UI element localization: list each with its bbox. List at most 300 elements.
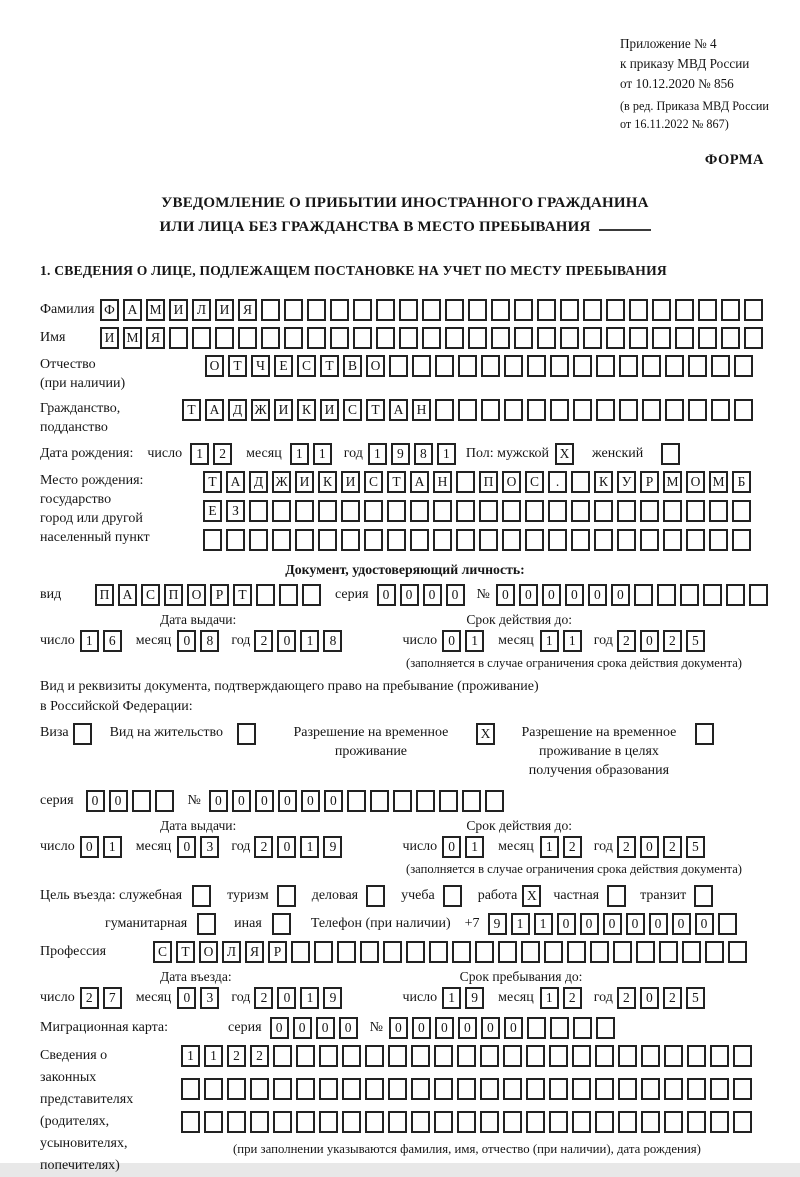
form-cell: 1 <box>437 443 456 465</box>
form-word: ФОРМА <box>704 151 764 168</box>
form-cell: И <box>100 327 119 349</box>
form-cell: И <box>295 471 314 493</box>
form-cell <box>652 327 671 349</box>
purpose-transit-checkbox <box>694 885 717 907</box>
form-cell <box>659 941 678 963</box>
form-cell <box>596 399 615 421</box>
form-cell: Я <box>245 941 264 963</box>
form-cell <box>618 1045 637 1067</box>
id-doc-type-label: вид <box>40 587 62 603</box>
form-cell: 0 <box>496 584 515 606</box>
birth-month-cells <box>290 443 336 465</box>
form-cell <box>479 500 498 522</box>
form-cell <box>629 327 648 349</box>
form-cell: Е <box>203 500 222 522</box>
form-cell: 0 <box>640 987 659 1009</box>
form-cell: П <box>164 584 183 606</box>
year-word: год <box>593 633 613 649</box>
form-cell <box>619 355 638 377</box>
form-cell <box>452 941 471 963</box>
form-cell <box>388 1045 407 1067</box>
form-cell: Л <box>192 299 211 321</box>
form-cell <box>617 529 636 551</box>
form-cell: 1 <box>300 836 319 858</box>
form-cell <box>652 299 671 321</box>
form-cell <box>606 299 625 321</box>
stay-doc-series-row <box>40 790 770 812</box>
form-cell <box>155 790 174 812</box>
form-cell: 0 <box>640 630 659 652</box>
name-label: Имя <box>40 330 66 346</box>
form-cell <box>296 1045 315 1067</box>
guardians-label-line: усыновителях, <box>40 1135 128 1151</box>
form-cell: С <box>364 471 383 493</box>
form-cell: К <box>594 471 613 493</box>
form-cell: А <box>118 584 137 606</box>
form-cell <box>422 327 441 349</box>
form-cell: 1 <box>80 630 99 652</box>
form-cell <box>295 529 314 551</box>
form-cell <box>365 1045 384 1067</box>
form-cell <box>360 941 379 963</box>
id-expiry-month-cells <box>540 630 586 652</box>
form-cell: Т <box>182 399 201 421</box>
form-cell <box>456 529 475 551</box>
form-cell <box>388 1078 407 1100</box>
form-cell <box>342 1045 361 1067</box>
form-cell <box>640 500 659 522</box>
stay-issue-month-cells <box>177 836 223 858</box>
form-cell <box>733 1111 752 1133</box>
form-cell: Р <box>640 471 659 493</box>
form-cell: 0 <box>626 913 645 935</box>
form-cell <box>641 1078 660 1100</box>
birth-place-rows <box>203 471 770 556</box>
form-cell <box>445 327 464 349</box>
birth-place-label-line3: город или другой <box>40 510 143 526</box>
form-cell <box>641 1045 660 1067</box>
appendix-line: (в ред. Приказа МВД России <box>620 99 769 114</box>
form-cell: 0 <box>611 584 630 606</box>
form-cell <box>663 500 682 522</box>
form-cell: 1 <box>103 836 122 858</box>
form-cell <box>491 327 510 349</box>
day-word: число <box>402 633 438 649</box>
appendix-note <box>620 34 770 134</box>
form-cell <box>411 1045 430 1067</box>
form-cell <box>411 1078 430 1100</box>
migration-card-label: Миграционная карта: <box>40 1020 169 1036</box>
surname-cells <box>100 299 767 321</box>
form-cell <box>307 327 326 349</box>
form-cell <box>169 327 188 349</box>
form-cell: К <box>318 471 337 493</box>
form-cell: 1 <box>290 443 309 465</box>
form-cell: М <box>146 299 165 321</box>
form-title <box>40 191 770 239</box>
stay-doc-series-cells <box>86 790 178 812</box>
form-cell: С <box>343 399 362 421</box>
patronymic-row <box>40 355 770 393</box>
form-cell <box>445 299 464 321</box>
form-cell <box>527 1017 546 1039</box>
form-cell: 0 <box>446 584 465 606</box>
form-cell <box>434 1111 453 1133</box>
purpose-transit-label: транзит <box>640 888 687 904</box>
form-cell: К <box>297 399 316 421</box>
birth-place-label-line1: Место рождения: <box>40 472 144 488</box>
form-cell <box>364 529 383 551</box>
id-doc-note: (заполняется в случае ограничения срока действия документа) <box>406 655 742 670</box>
form-cell <box>307 299 326 321</box>
form-cell <box>272 913 291 935</box>
form-cell: 0 <box>565 584 584 606</box>
form-cell: С <box>525 471 544 493</box>
appendix-line: от 10.12.2020 № 856 <box>620 75 734 91</box>
form-cell <box>261 327 280 349</box>
form-cell <box>548 529 567 551</box>
form-cell: X <box>555 443 574 465</box>
form-cell <box>595 1078 614 1100</box>
form-cell <box>319 1111 338 1133</box>
form-cell: 0 <box>389 1017 408 1039</box>
form-cell: В <box>343 355 362 377</box>
form-cell <box>710 1111 729 1133</box>
form-cell <box>550 399 569 421</box>
form-cell: 0 <box>293 1017 312 1039</box>
form-cell: 2 <box>254 630 273 652</box>
form-cell: А <box>389 399 408 421</box>
form-cell <box>422 299 441 321</box>
form-cell: 0 <box>672 913 691 935</box>
form-cell <box>744 299 763 321</box>
form-cell <box>572 1111 591 1133</box>
entry-date-labels <box>40 969 770 985</box>
form-cell <box>249 529 268 551</box>
form-cell <box>434 1045 453 1067</box>
purpose-row <box>40 885 770 907</box>
stay-doc-dates-row <box>40 836 770 858</box>
form-cell <box>227 1111 246 1133</box>
form-cell <box>732 529 751 551</box>
form-cell <box>393 790 412 812</box>
form-cell <box>525 529 544 551</box>
birth-date-label: Дата рождения: <box>40 446 134 462</box>
form-cell <box>709 500 728 522</box>
birth-place-label-line2: государство <box>40 491 112 507</box>
form-cell <box>521 941 540 963</box>
sex-female-checkbox <box>661 443 684 465</box>
form-cell: 9 <box>323 987 342 1009</box>
purpose-humanitarian-checkbox <box>197 913 220 935</box>
form-cell: 9 <box>488 913 507 935</box>
id-issue-month-cells <box>177 630 223 652</box>
form-cell <box>642 399 661 421</box>
form-cell <box>376 327 395 349</box>
year-word: год <box>231 633 251 649</box>
form-cell <box>733 1078 752 1100</box>
form-cell <box>272 529 291 551</box>
form-title-line2: ИЛИ ЛИЦА БЕЗ ГРАЖДАНСТВА В МЕСТО ПРЕБЫВАНИЯ <box>40 215 770 239</box>
appendix-line: Приложение № 4 <box>620 36 717 51</box>
form-cell <box>485 790 504 812</box>
form-cell: 0 <box>423 584 442 606</box>
form-cell: М <box>709 471 728 493</box>
form-cell <box>734 355 753 377</box>
form-cell: 0 <box>277 987 296 1009</box>
form-cell: О <box>686 471 705 493</box>
form-cell: Ф <box>100 299 119 321</box>
form-cell <box>596 355 615 377</box>
entry-date-label: Дата въезда: <box>160 968 232 984</box>
guardians-label-line: (родителях, <box>40 1113 110 1129</box>
guardians-cells-row1 <box>181 1045 756 1067</box>
migration-card-row <box>40 1017 770 1039</box>
form-cell: 0 <box>504 1017 523 1039</box>
form-cell: Т <box>387 471 406 493</box>
form-cell: 0 <box>255 790 274 812</box>
form-cell: 7 <box>103 987 122 1009</box>
form-cell <box>279 584 298 606</box>
form-cell <box>703 584 722 606</box>
stay-doc-issue-label: Дата выдачи: <box>160 817 237 833</box>
form-cell: З <box>226 500 245 522</box>
form-cell: О <box>187 584 206 606</box>
form-cell <box>549 1078 568 1100</box>
sex-female-label: женский <box>592 446 644 462</box>
form-cell <box>388 1111 407 1133</box>
study-permit-label: Разрешение на временное проживание в целях получения образования <box>521 724 677 778</box>
form-cell: 0 <box>400 584 419 606</box>
form-cell <box>457 1045 476 1067</box>
surname-label: Фамилия <box>40 302 95 318</box>
stay-expiry-year-cells <box>617 836 709 858</box>
form-cell: 0 <box>177 836 196 858</box>
study-permit-checkbox <box>695 723 718 745</box>
form-cell: У <box>617 471 636 493</box>
residence-permit-label: Вид на жительство <box>109 724 223 740</box>
form-cell: 0 <box>301 790 320 812</box>
section1-heading: 1. СВЕДЕНИЯ О ЛИЦЕ, ПОДЛЕЖАЩЕМ ПОСТАНОВКЕ НА УЧЕТ ПО МЕСТУ ПРЕБЫВАНИЯ <box>40 262 667 278</box>
name-cells <box>100 327 767 349</box>
form-cell <box>698 327 717 349</box>
form-cell: 1 <box>300 630 319 652</box>
form-cell <box>295 500 314 522</box>
form-cell <box>319 1078 338 1100</box>
guardians-label-line: Сведения о <box>40 1047 108 1063</box>
birth-place-block <box>40 471 770 556</box>
form-cell: 0 <box>442 630 461 652</box>
form-cell <box>687 1078 706 1100</box>
form-cell: 3 <box>200 836 219 858</box>
form-cell <box>204 1111 223 1133</box>
form-cell: 0 <box>177 987 196 1009</box>
form-cell: Я <box>238 299 257 321</box>
form-cell <box>695 723 714 745</box>
id-doc-date-labels <box>40 612 770 628</box>
form-cell <box>481 399 500 421</box>
form-cell: Р <box>210 584 229 606</box>
form-cell <box>548 500 567 522</box>
form-cell: 1 <box>540 836 559 858</box>
form-cell <box>389 355 408 377</box>
sex-male-label: Пол: мужской <box>465 446 550 462</box>
form-cell <box>711 355 730 377</box>
form-cell <box>412 355 431 377</box>
form-cell <box>567 941 586 963</box>
sex-male-checkbox <box>555 443 578 465</box>
stay-doc-number-cells <box>209 790 508 812</box>
surname-row <box>40 299 770 321</box>
form-cell: А <box>205 399 224 421</box>
number-word: № <box>369 1020 383 1036</box>
birth-place-cells-row2 <box>203 500 755 522</box>
form-cell: 1 <box>442 987 461 1009</box>
stay-until-label: Срок пребывания до: <box>459 968 583 984</box>
form-cell <box>383 941 402 963</box>
form-cell <box>502 529 521 551</box>
form-cell <box>272 500 291 522</box>
stay-issue-day-cells <box>80 836 126 858</box>
form-cell <box>273 1045 292 1067</box>
form-cell: 0 <box>209 790 228 812</box>
form-cell <box>284 327 303 349</box>
form-cell: 2 <box>663 987 682 1009</box>
form-cell: 8 <box>200 630 219 652</box>
form-cell <box>204 1078 223 1100</box>
form-cell: 2 <box>254 987 273 1009</box>
form-cell: 1 <box>181 1045 200 1067</box>
birth-place-label-line4: населенный пункт <box>40 529 150 545</box>
year-word: год <box>343 446 363 462</box>
citizenship-label-line1: Гражданство, <box>40 400 121 416</box>
form-cell <box>132 790 151 812</box>
form-cell: Е <box>274 355 293 377</box>
form-cell: 1 <box>300 987 319 1009</box>
form-cell: 2 <box>250 1045 269 1067</box>
form-cell: 0 <box>80 836 99 858</box>
form-cell <box>711 399 730 421</box>
form-cell: А <box>226 471 245 493</box>
form-cell: С <box>153 941 172 963</box>
form-cell <box>657 584 676 606</box>
form-cell: И <box>215 299 234 321</box>
form-cell <box>636 941 655 963</box>
form-cell <box>458 399 477 421</box>
title-blank-line <box>599 216 651 231</box>
year-word: год <box>231 990 251 1006</box>
form-cell: 1 <box>534 913 553 935</box>
form-cell: 1 <box>190 443 209 465</box>
visa-label: Виза <box>40 724 69 740</box>
form-cell <box>686 529 705 551</box>
form-cell <box>525 500 544 522</box>
citizenship-row <box>40 399 770 437</box>
guardians-rows <box>181 1045 770 1157</box>
form-cell <box>618 1078 637 1100</box>
purpose-row2-phone <box>40 913 770 935</box>
month-word: месяц <box>135 990 172 1006</box>
citizenship-label-line2: подданство <box>40 419 108 435</box>
form-cell <box>330 299 349 321</box>
form-cell <box>342 1078 361 1100</box>
form-cell: О <box>366 355 385 377</box>
form-cell: X <box>522 885 541 907</box>
form-cell <box>560 327 579 349</box>
guardians-label-line: попечителях) <box>40 1157 120 1173</box>
purpose-study-checkbox <box>443 885 466 907</box>
stay-expiry-month-cells <box>540 836 586 858</box>
form-cell: Д <box>228 399 247 421</box>
form-cell: 2 <box>80 987 99 1009</box>
form-cell <box>661 443 680 465</box>
section1-body <box>40 299 770 1177</box>
form-cell <box>318 500 337 522</box>
form-cell <box>215 327 234 349</box>
form-cell: И <box>274 399 293 421</box>
form-cell <box>590 941 609 963</box>
phone-prefix: +7 <box>464 916 480 932</box>
form-cell <box>296 1111 315 1133</box>
form-cell <box>734 399 753 421</box>
form-cell <box>726 584 745 606</box>
form-cell: П <box>479 471 498 493</box>
profession-label: Профессия <box>40 944 107 960</box>
form-cell <box>526 1045 545 1067</box>
stay-doc-intro1: Вид и реквизиты документа, подтверждающего право на пребывание (проживание) <box>40 678 539 694</box>
form-cell <box>284 299 303 321</box>
form-cell <box>503 1111 522 1133</box>
form-cell: 3 <box>200 987 219 1009</box>
form-cell <box>537 327 556 349</box>
visa-checkbox <box>73 723 96 745</box>
form-cell <box>583 299 602 321</box>
stay-doc-expiry-label: Срок действия до: <box>466 817 573 833</box>
form-cell: 1 <box>540 987 559 1009</box>
form-cell <box>527 399 546 421</box>
form-cell <box>238 327 257 349</box>
form-cell <box>342 1111 361 1133</box>
series-word: серия <box>335 587 369 603</box>
form-cell: 1 <box>204 1045 223 1067</box>
form-cell <box>318 529 337 551</box>
migration-series-cells <box>270 1017 362 1039</box>
form-cell <box>640 529 659 551</box>
form-cell <box>227 1078 246 1100</box>
form-cell <box>406 941 425 963</box>
form-cell <box>291 941 310 963</box>
form-cell: 0 <box>277 630 296 652</box>
form-cell: Т <box>366 399 385 421</box>
patronymic-label-line1: Отчество <box>40 356 96 372</box>
month-word: месяц <box>498 633 534 649</box>
form-cell <box>411 1111 430 1133</box>
form-cell <box>435 399 454 421</box>
form-cell: 1 <box>313 443 332 465</box>
form-cell <box>537 299 556 321</box>
entry-year-cells <box>254 987 346 1009</box>
id-doc-heading: Документ, удостоверяющий личность: <box>285 561 525 577</box>
form-cell: Н <box>433 471 452 493</box>
form-cell: 5 <box>686 836 705 858</box>
form-cell <box>479 529 498 551</box>
form-cell <box>664 1045 683 1067</box>
form-cell <box>680 584 699 606</box>
form-cell: 0 <box>232 790 251 812</box>
form-cell <box>480 1045 499 1067</box>
guardians-block <box>40 1045 770 1177</box>
form-cell: П <box>95 584 114 606</box>
